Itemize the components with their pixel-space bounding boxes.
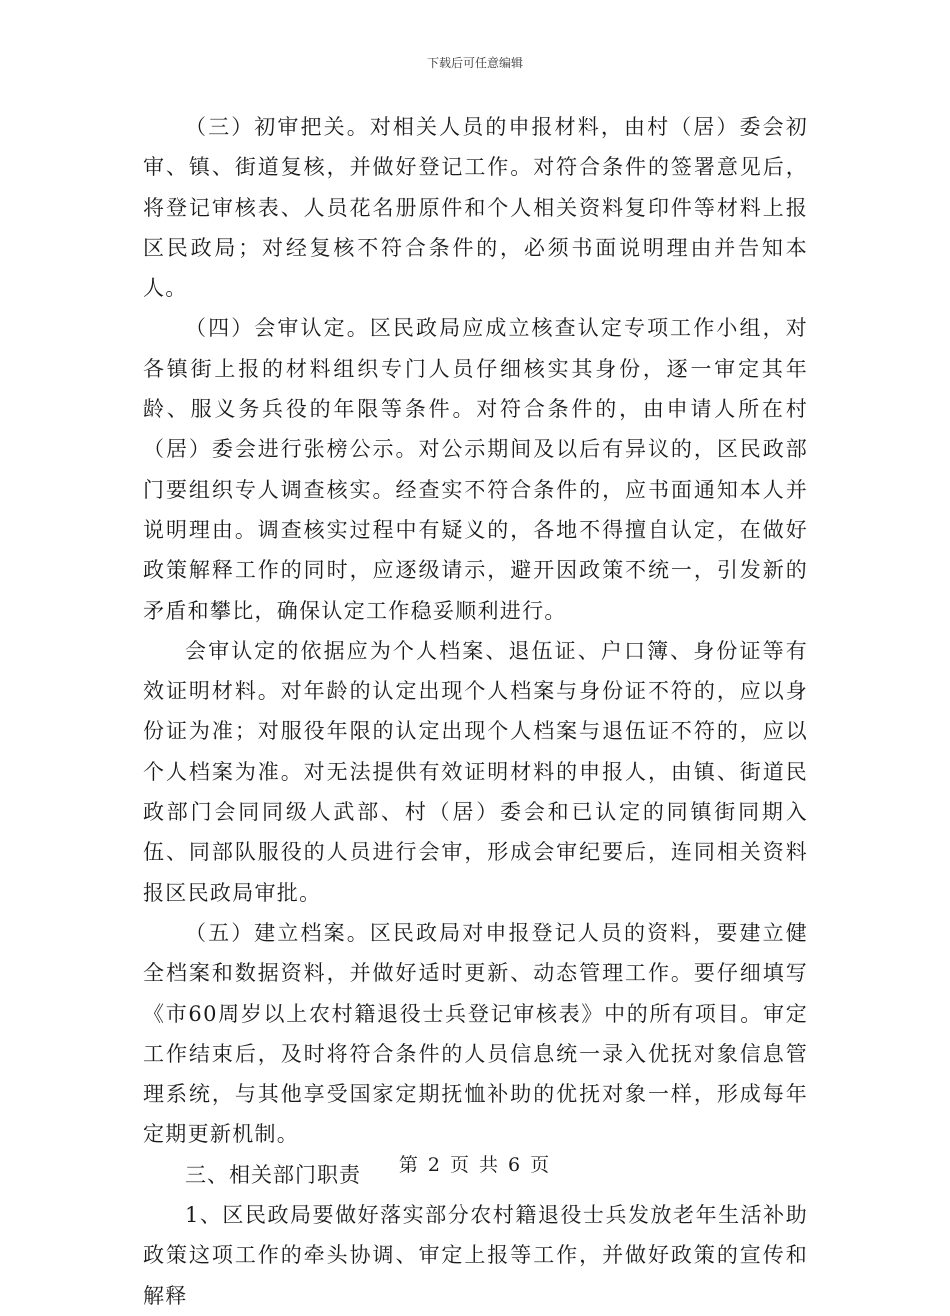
paragraph-duty-1: 1、区民政局要做好落实部分农村籍退役士兵发放老年生活补助政策这项工作的牵头协调、审定上报等工作，并做好政策的宣传和解释 — [143, 1203, 808, 1308]
paragraph-review-basis: 会审认定的依据应为个人档案、退伍证、户口簿、身份证等有效证明材料。对年龄的认定出现个人档案与身份证不符的，应以身份证为准；对服役年限的认定出现个人档案与退伍证不符的，应以个人档案为准。对无法提供有效证明材料的申报人，由镇、街道民政部门会同同级人武部、村（居）委会和已认定的同镇街同期入伍、同部队服役的人员进行会审，形成会审纪要后，连同相关资料报区民政局审批。 — [143, 638, 808, 905]
section-heading-duties: 三、相关部门职责 — [185, 1162, 361, 1187]
page-header: 下载后可任意编辑 — [426, 56, 523, 70]
paragraph-initial-review: （三）初审把关。对相关人员的申报材料，由村（居）委会初审、镇、街道复核，并做好登记工作。对符合条件的签署意见后，将登记审核表、人员花名册原件和个人相关资料复印件等材料上报区民政局；对经复核不符合条件的，必须书面说明理由并告知本人。 — [143, 115, 808, 301]
page-number: 第 2 页 共 6 页 — [398, 1154, 552, 1176]
paragraph-establish-archive: （五）建立档案。区民政局对申报登记人员的资料，要建立健全档案和数据资料，并做好适时更新、动态管理工作。要仔细填写《市60周岁以上农村籍退役士兵登记审核表》中的所有项目。审定工作结束后，及时将符合条件的人员信息统一录入优抚对象信息管理系统，与其他享受国家定期抚恤补助的优抚对象一样，形成每年定期更新机制。 — [143, 920, 808, 1147]
document-body — [143, 107, 808, 1316]
paragraph-joint-review: （四）会审认定。区民政局应成立核查认定专项工作小组，对各镇街上报的材料组织专门人员仔细核实其身份，逐一审定其年龄、服义务兵役的年限等条件。对符合条件的，由申请人所在村（居）委会进行张榜公示。对公示期间及以后有异议的，区民政部门要组织专人调查核实。经查实不符合条件的，应书面通知本人并说明理由。调查核实过程中有疑义的，各地不得擅自认定，在做好政策解释工作的同时，应逐级请示，避开因政策不统一，引发新的矛盾和攀比，确保认定工作稳妥顺利进行。 — [143, 316, 808, 623]
